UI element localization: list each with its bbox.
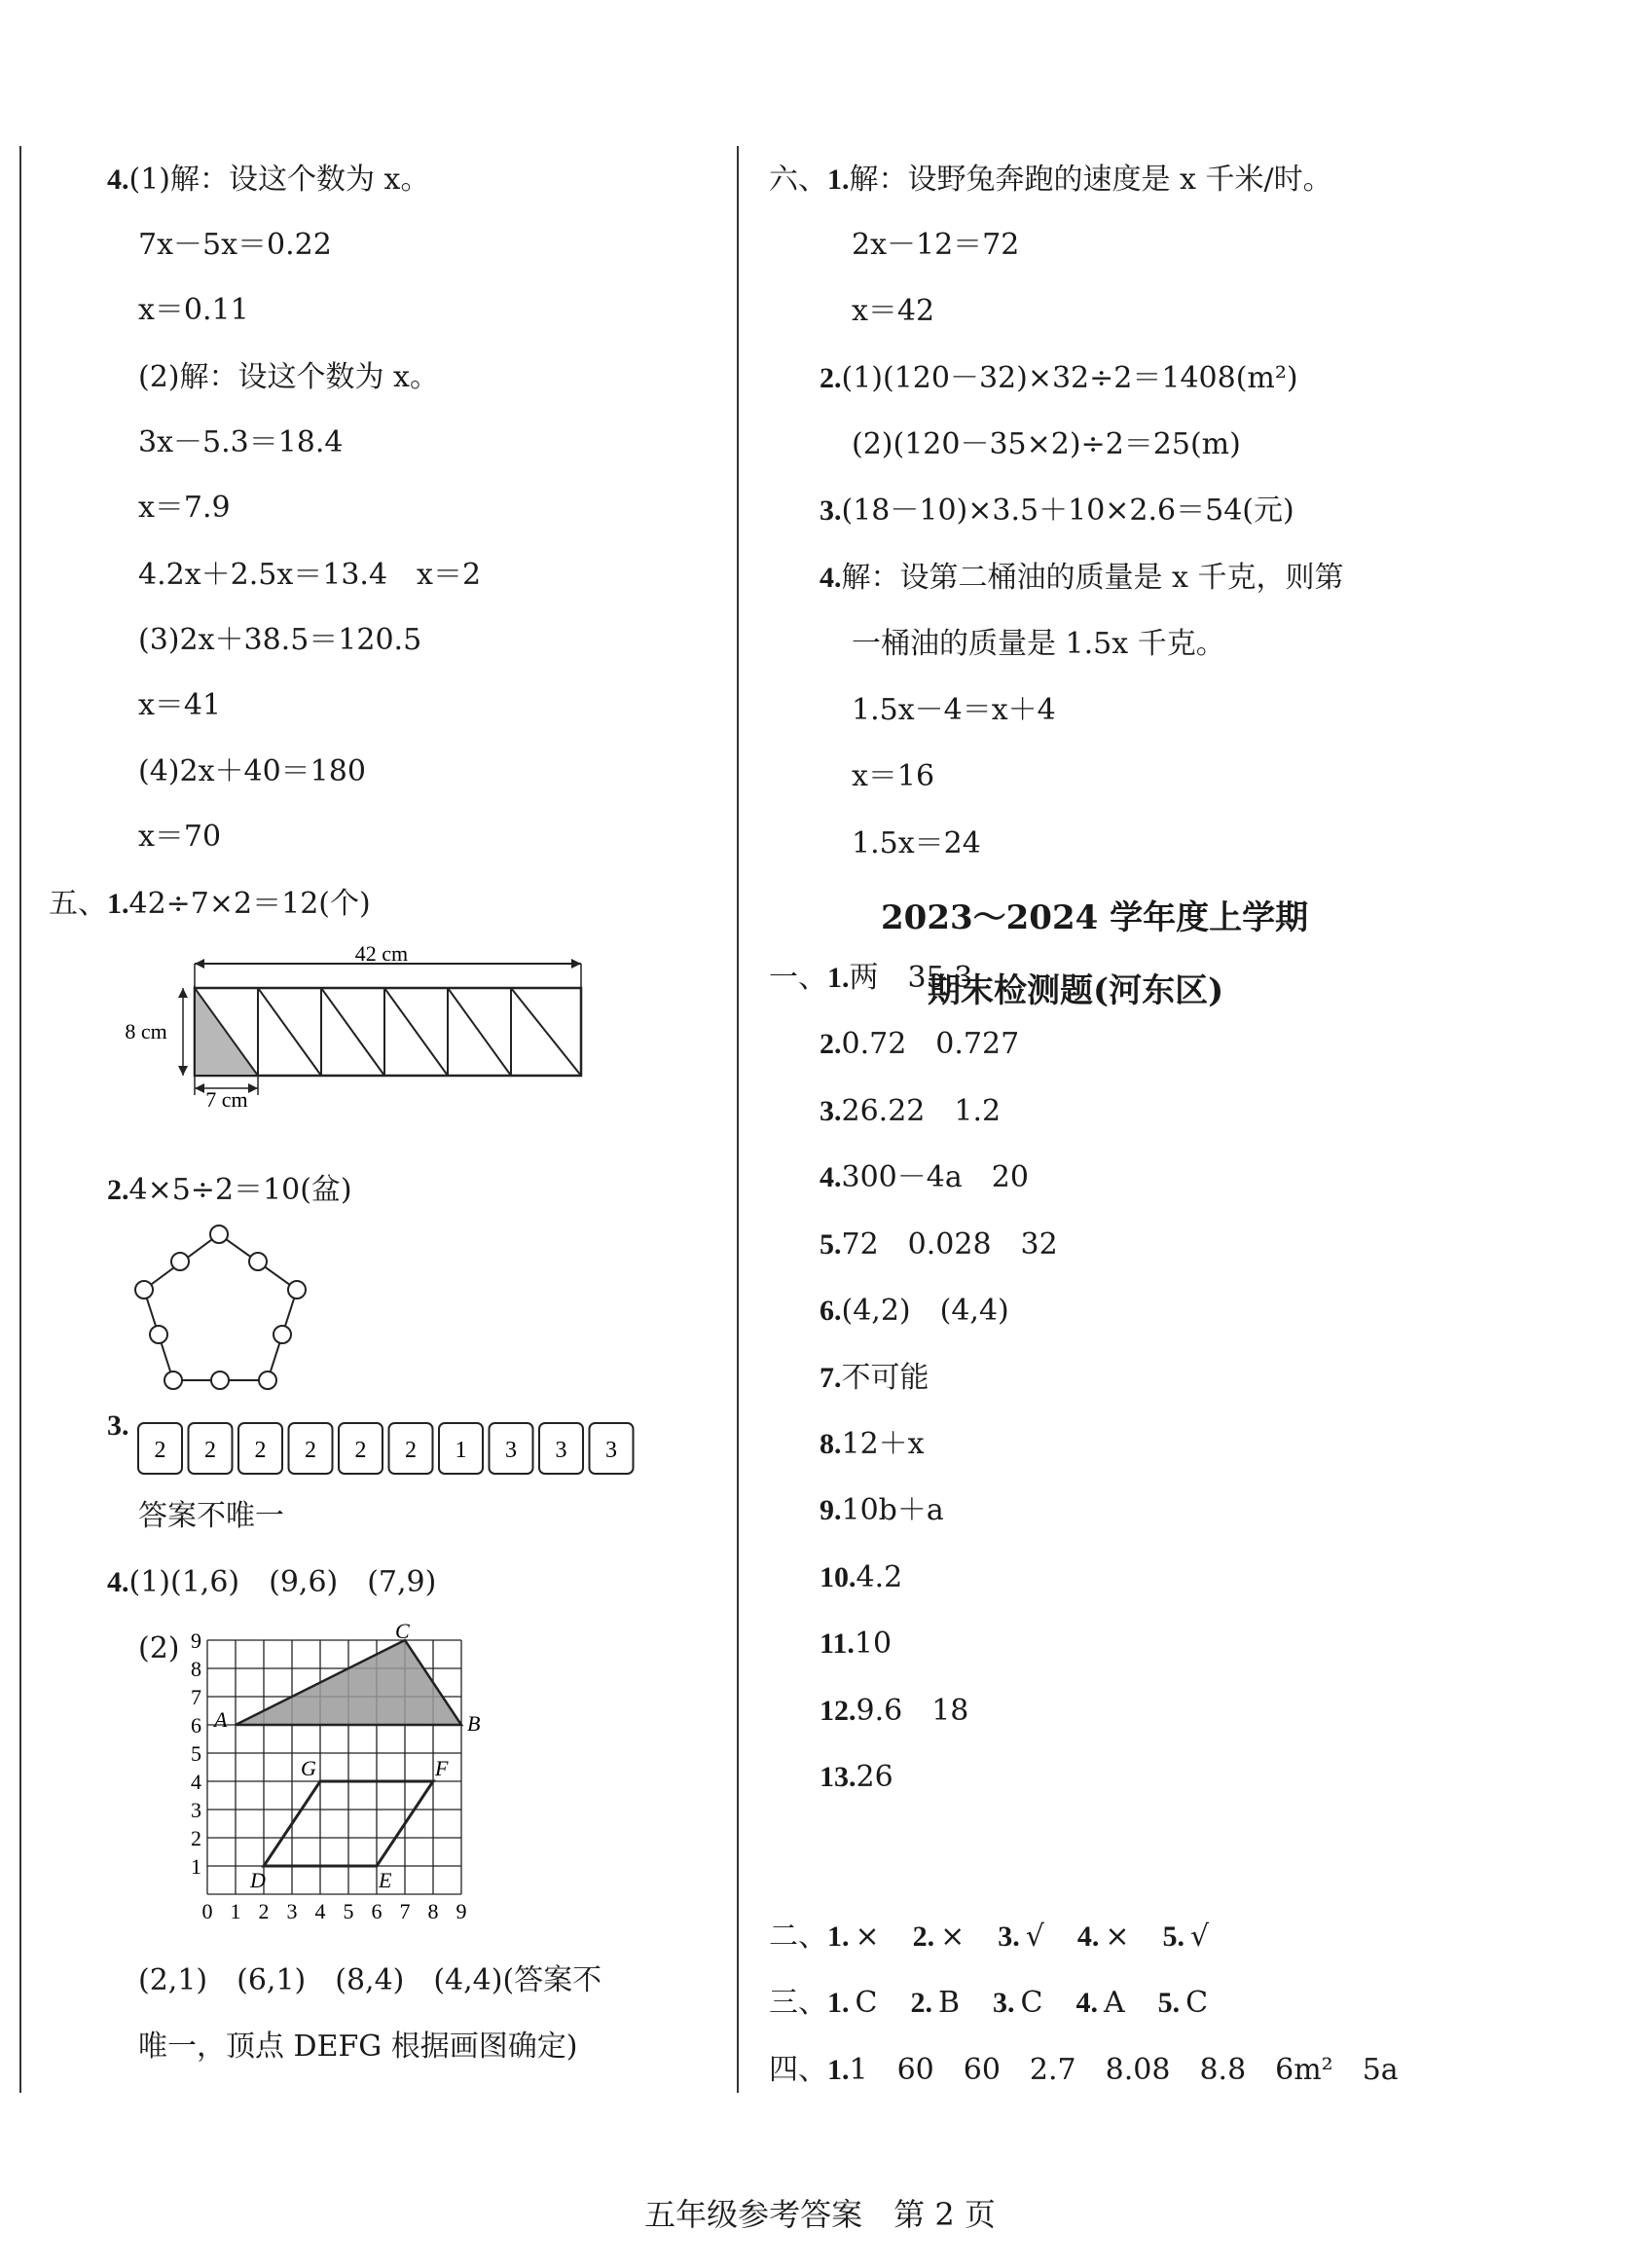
x-tick-label: 6	[371, 1899, 383, 1923]
exam-title-line2: 期末检测题(河东区)	[928, 971, 1224, 1010]
arrow-left-icon	[195, 959, 204, 969]
q4-4-eq1: (4)2x＋40＝180	[138, 754, 366, 788]
part4-answers: 四、1.1 60 60 2.7 8.08 8.8 6m² 5a	[769, 2053, 1399, 2087]
part1-item: 7.不可能	[820, 1361, 929, 1395]
part1-item: 3.26.22 1.2	[820, 1094, 1002, 1128]
number-card-value: 2	[405, 1438, 417, 1463]
s6-1-line: 六、1.解：设野兔奔跑的速度是 x 千米/时。	[769, 163, 1332, 197]
s5-4-ans1: (2,1) (6,1) (8,4) (4,4)(答案不	[138, 1963, 602, 1997]
pentagon-figure	[127, 1217, 321, 1402]
exam-title-line1: 2023～2024 学年度上学期	[881, 898, 1309, 937]
s5-4-ans2: 唯一，顶点 DEFG 根据画图确定)	[138, 2030, 578, 2064]
y-tick-label: 9	[191, 1628, 201, 1653]
x-tick-label: 4	[314, 1899, 326, 1923]
s6-3-line: 3.(18－10)×3.5＋10×2.6＝54(元)	[820, 494, 1294, 528]
s6-2-2-line: (2)(120－35×2)÷2＝25(m)	[852, 427, 1241, 461]
x-tick-label: 7	[399, 1899, 411, 1923]
point-g-label: G	[301, 1756, 316, 1780]
point-a-label: A	[214, 1707, 228, 1732]
number-card-value: 2	[254, 1438, 267, 1463]
width-label: 42 cm	[354, 941, 409, 966]
y-tick-label: 6	[191, 1713, 201, 1738]
circle-marker	[273, 1326, 291, 1343]
q4-1-eq1: 7x－5x＝0.22	[138, 228, 332, 262]
y-tick-label: 7	[191, 1685, 201, 1709]
circle-marker	[249, 1253, 267, 1270]
number-card-value: 3	[555, 1438, 567, 1463]
x-tick-label: 5	[343, 1899, 354, 1923]
q4-1-eq2: x＝0.11	[138, 293, 249, 327]
number-card-value: 2	[305, 1438, 316, 1463]
q4-3-eq1: (3)2x＋38.5＝120.5	[138, 623, 422, 657]
s6-4-line2: 一桶油的质量是 1.5x 千克。	[852, 627, 1225, 661]
part2-answers: 二、1. × 2. × 3. √ 4. × 5. √	[769, 1920, 1210, 1954]
number-card-value: 2	[204, 1438, 216, 1463]
base-label: 7 cm	[205, 1087, 248, 1112]
y-tick-label: 8	[191, 1657, 201, 1681]
point-d-label: D	[250, 1868, 266, 1892]
q4-3-eq2: x＝41	[138, 688, 222, 722]
q4-1-line: 4.(1)解：设这个数为 x。	[107, 163, 430, 197]
number-card-value: 2	[154, 1438, 166, 1463]
shaded-triangle	[195, 988, 258, 1076]
x-tick-label: 8	[427, 1899, 439, 1923]
s5-3-note: 答案不唯一	[138, 1499, 284, 1533]
q4-2-eq3: 4.2x＋2.5x＝13.4 x＝2	[138, 558, 482, 592]
number-card-value: 1	[455, 1438, 467, 1463]
point-c-label: C	[395, 1619, 410, 1643]
s5-2-line: 2.4×5÷2＝10(盆)	[107, 1173, 352, 1207]
circle-marker	[135, 1281, 153, 1299]
part1-item: 5.72 0.028 32	[820, 1227, 1058, 1262]
y-tick-label: 3	[191, 1798, 201, 1822]
part1-item: 9.10b＋a	[820, 1493, 944, 1527]
number-cards	[136, 1421, 642, 1480]
part3-answers: 三、1. C 2. B 3. C 4. A 5. C	[769, 1986, 1209, 2020]
arrow-right-icon	[571, 959, 581, 969]
circle-marker	[150, 1326, 167, 1343]
part1-item: 11.10	[820, 1627, 893, 1661]
s5-3-num: 3.	[107, 1409, 129, 1442]
s5-4-line: 4.(1)(1,6) (9,6) (7,9)	[107, 1565, 437, 1599]
pentagon-outline	[144, 1234, 297, 1380]
circle-marker	[211, 1372, 229, 1389]
y-tick-label: 4	[191, 1770, 201, 1794]
s6-4-eq1: 1.5x－4＝x＋4	[852, 693, 1056, 727]
height-label: 8 cm	[125, 1019, 167, 1043]
point-f-label: F	[435, 1756, 449, 1780]
part1-item: 12.9.6 18	[820, 1694, 969, 1728]
point-b-label: B	[467, 1711, 481, 1736]
part1-item: 13.26	[820, 1760, 893, 1794]
q4-2-line: (2)解：设这个数为 x。	[138, 360, 439, 394]
number-card-value: 3	[605, 1438, 617, 1463]
x-tick-label: 2	[258, 1899, 270, 1923]
page-footer: 五年级参考答案 第 2 页	[644, 2196, 996, 2233]
left-margin-line	[19, 146, 21, 2093]
s6-1-eq2: x＝42	[852, 294, 935, 328]
s5-4-2-label: (2)	[138, 1631, 180, 1665]
circle-marker	[171, 1253, 189, 1270]
circle-marker	[210, 1225, 228, 1243]
part1-item: 10.4.2	[820, 1560, 903, 1594]
x-tick-label: 0	[201, 1899, 213, 1923]
part1-item: 8.12＋x	[820, 1427, 925, 1461]
q4-2-eq1: 3x－5.3＝18.4	[138, 425, 344, 459]
part1-item: 4.300－4a 20	[820, 1160, 1029, 1194]
y-tick-label: 2	[191, 1826, 201, 1850]
s6-2-1-line: 2.(1)(120－32)×32÷2＝1408(m²)	[820, 361, 1298, 395]
part1-item: 一、1.两 35.3	[769, 961, 973, 995]
number-card-value: 2	[354, 1438, 367, 1463]
x-tick-label: 1	[230, 1899, 241, 1923]
s6-4-eq3: 1.5x＝24	[852, 826, 981, 860]
circle-marker	[288, 1281, 306, 1299]
y-tick-label: 1	[191, 1854, 201, 1879]
s6-4-eq2: x＝16	[852, 759, 935, 793]
circle-marker	[164, 1372, 182, 1389]
coordinate-grid	[190, 1619, 482, 1927]
column-divider	[737, 146, 739, 2093]
part1-item: 6.(4,2) (4,4)	[820, 1294, 1009, 1328]
point-e-label: E	[379, 1868, 392, 1892]
s6-4-line: 4.解：设第二桶油的质量是 x 千克，则第	[820, 561, 1344, 595]
part1-item: 2.0.72 0.727	[820, 1027, 1020, 1061]
x-tick-label: 9	[456, 1899, 467, 1923]
y-tick-label: 5	[191, 1741, 201, 1766]
circle-marker	[259, 1372, 276, 1389]
q4-4-eq2: x＝70	[138, 820, 222, 854]
big-rectangle	[195, 988, 581, 1076]
s6-1-eq1: 2x－12＝72	[852, 228, 1020, 262]
x-tick-label: 3	[286, 1899, 298, 1923]
s5-1-line: 五、1.42÷7×2＝12(个)	[49, 887, 371, 921]
number-card-value: 3	[505, 1438, 517, 1463]
q4-2-eq2: x＝7.9	[138, 491, 231, 525]
rectangle-figure	[125, 941, 594, 1112]
